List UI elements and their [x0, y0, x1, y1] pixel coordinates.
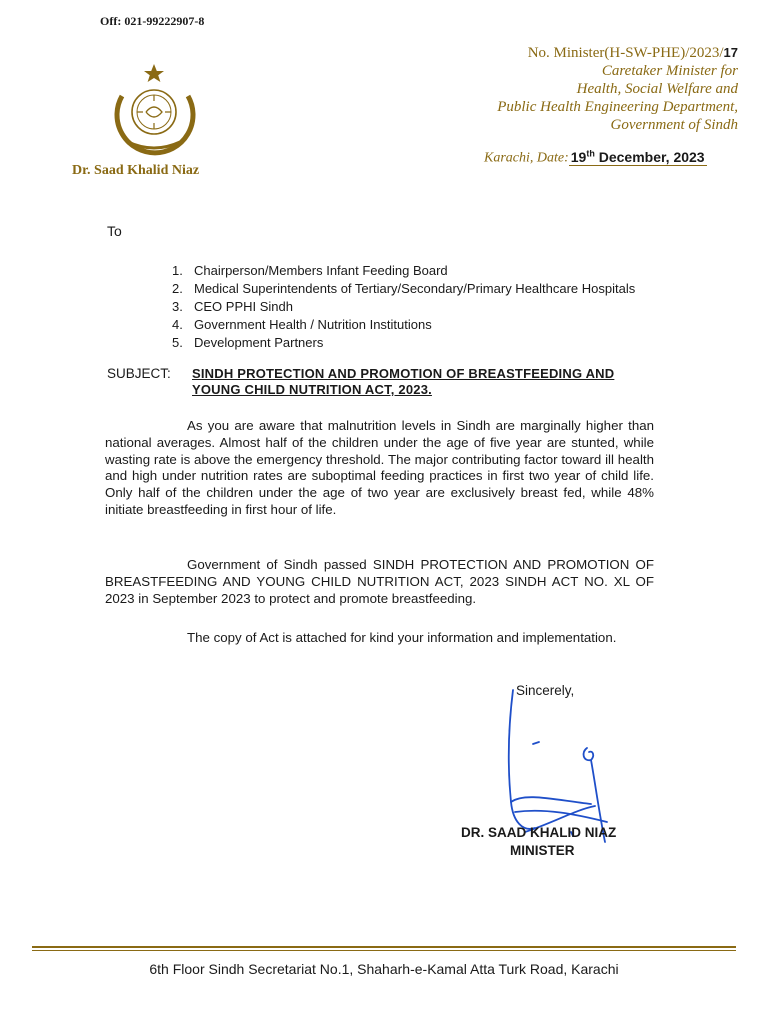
- list-item: 5. Development Partners: [172, 335, 324, 350]
- body-paragraph-2: Government of Sindh passed SINDH PROTECTION AND PROMOTION OF BREASTFEEDING AND YOUNG CHILD NUTRITION ACT, 2023 SINDH ACT NO. XL OF 2023 in September 2023 to protect and promote breastfeeding.: [105, 557, 654, 606]
- body-paragraph-1: As you are aware that malnutrition levels in Sindh are marginally higher than national averages. Almost half of the children under the age of five year are stunted, while wasting rate is above the emergency threshold. The major contributing factor toward ill health and high under nutrition rates are suboptimal feeding practices in first two year of child life. Only half of the children under the age of two year are exclusively breast fed, while 48% initiate breastfeeding in first hour of life.: [105, 418, 654, 517]
- letter-date: [484, 148, 707, 167]
- subject-line: SINDH PROTECTION AND PROMOTION OF BREASTFEEDING AND YOUNG CHILD NUTRITION ACT, 2023.: [192, 366, 615, 397]
- footer-rule: [32, 946, 736, 948]
- date-label: Karachi, Date:: [484, 150, 569, 166]
- reference-number: No. Minister(H-SW-PHE)/2023/17: [527, 45, 738, 61]
- closing: Sincerely,: [516, 683, 575, 698]
- footer-rule-thin: [32, 950, 736, 951]
- list-item: 4. Government Health / Nutrition Institutions: [172, 317, 432, 332]
- letterhead-name: Dr. Saad Khalid Niaz: [72, 163, 200, 178]
- to-label: To: [107, 223, 122, 239]
- signatory-title: MINISTER: [510, 843, 575, 858]
- office-phone: Off: 021-99222907-8: [100, 14, 205, 28]
- date-value: 19th December, 2023: [570, 148, 705, 165]
- list-item: 1. Chairperson/Members Infant Feeding Board: [172, 263, 448, 278]
- recipient-list: [172, 262, 635, 352]
- list-item: 3. CEO PPHI Sindh: [172, 299, 293, 314]
- reference-block: [497, 44, 738, 134]
- body-paragraph-3: The copy of Act is attached for kind your information and implementation.: [187, 630, 617, 645]
- sindh-emblem-icon: [108, 62, 200, 158]
- footer-address: 6th Floor Sindh Secretariat No.1, Shaharh-e-Kamal Atta Turk Road, Karachi: [149, 961, 619, 977]
- signatory-name: DR. SAAD KHALID NIAZ: [461, 825, 617, 840]
- title-line-2: Health, Social Welfare and: [576, 81, 738, 97]
- list-item: 2. Medical Superintendents of Tertiary/Secondary/Primary Healthcare Hospitals: [172, 281, 636, 296]
- title-line-4: Government of Sindh: [610, 117, 738, 133]
- title-line-3: Public Health Engineering Department,: [497, 99, 738, 115]
- subject-label: SUBJECT:: [107, 366, 171, 381]
- title-line-1: Caretaker Minister for: [601, 63, 738, 79]
